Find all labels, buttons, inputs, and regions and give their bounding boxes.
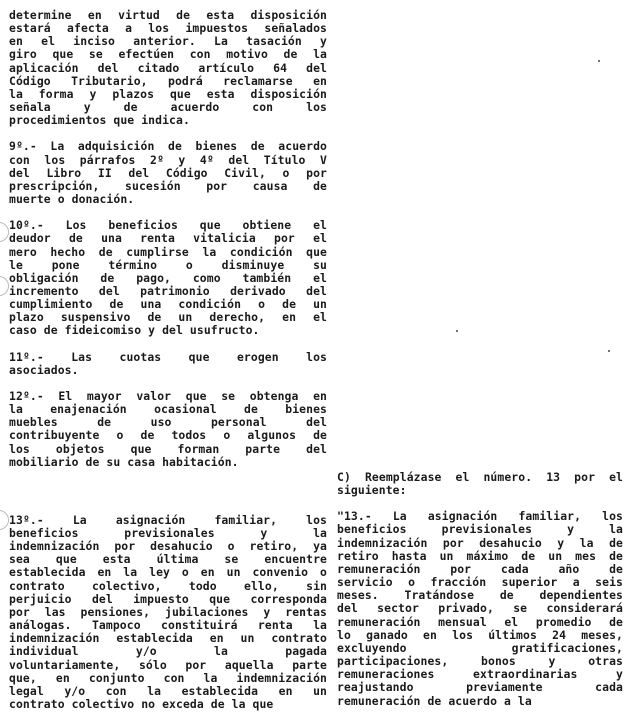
text-line: "13.- La asignación familiar, los (337, 509, 623, 524)
text-line: 11º.- Las cuotas que erogen los (9, 349, 327, 364)
text-line: sea que esta última se encuentre (9, 552, 327, 567)
text-line: plazo suspensivo de un derecho, en el (9, 310, 327, 325)
text-line: muerte o donación. (9, 192, 135, 207)
text-line: retiro hasta un máximo de un mes de (337, 548, 623, 563)
text-line: cumplimiento de una condición o de un (9, 297, 327, 312)
text-line: lo ganado en los últimos 24 meses, (337, 627, 623, 642)
text-line: remuneración por cada año de (337, 561, 623, 576)
text-line: del Libro II del Código Civil, o por (9, 165, 327, 180)
text-line: remuneración de acuerdo a la (337, 693, 532, 708)
text-line: siguiente: (337, 483, 407, 498)
text-line: señala y de acuerdo con los (9, 100, 327, 115)
text-line: 10º.- Los beneficios que obtiene el (9, 218, 327, 233)
text-line: deudor de una renta vitalicia por el (9, 231, 327, 246)
paragraph (9, 351, 327, 377)
text-line: establecida en la ley o en un convenio o (9, 565, 327, 580)
paragraph (9, 390, 327, 469)
text-line: prescripción, sucesión por causa de (9, 178, 327, 193)
text-line: mero hecho de cumplirse la condición que (9, 244, 327, 259)
text-line: obligación de pago, como también el (9, 270, 327, 285)
text-line: indemnización por desahucio o retiro, ya (9, 539, 327, 554)
text-line: 13º.- La asignación familiar, los (9, 512, 327, 527)
text-line: por las pensiones, jubilaciones y rentas (9, 604, 327, 619)
text-line: determine en virtud de esta disposición (9, 8, 327, 22)
text-line: asociados. (9, 362, 79, 377)
text-line: perjuicio del impuesto que corresponda (9, 591, 327, 606)
text-line: análogas. Tampoco constituirá renta la (9, 618, 327, 633)
paragraph (9, 140, 327, 206)
binder-hole-mark (0, 276, 9, 296)
text-line: que, en conjunto con la indemnización (9, 670, 327, 685)
text-line: aplicación del citado artículo 64 del (9, 60, 327, 75)
text-line: contrato colectivo no exceda de la que (9, 697, 274, 712)
text-line: beneficios previsionales y la (9, 526, 327, 540)
scan-speck (598, 60, 600, 62)
paragraph-gap (9, 482, 327, 514)
text-line: con los párrafos 2º y 4º del Título V (9, 152, 327, 167)
text-line: giro que se efectúen con motivo de la (9, 47, 327, 62)
text-line: remuneraciones extraordinarias y (337, 667, 623, 682)
text-line: C) Reemplázase el número. 13 por el (337, 470, 623, 484)
text-line: muebles de uso personal del (9, 415, 327, 430)
text-line: individual y/o la pagada (9, 644, 327, 659)
text-line: participaciones, bonos y otras (337, 654, 623, 669)
text-line: indemnización establecida en un contrato (9, 631, 327, 646)
text-line: contrato colectivo, todo ello, sin (9, 578, 327, 593)
text-line: voluntariamente, sólo por aquella parte (9, 657, 327, 672)
text-line: 12º.- El mayor valor que se obtenga en (9, 388, 327, 403)
text-line: indemnización por desahucio y la de (337, 535, 623, 550)
text-line: caso de fideicomiso y del usufructo. (9, 323, 260, 338)
text-line: procedimientos que indica. (9, 113, 190, 128)
scan-speck (608, 350, 610, 352)
left-column-text (9, 9, 327, 724)
text-line: servicio o fracción superior a seis (337, 575, 623, 590)
paragraph (9, 219, 327, 337)
text-line: remuneración mensual el promedio de (337, 614, 623, 629)
text-line: en el inciso anterior. La tasación y (9, 34, 327, 49)
paragraph (9, 514, 327, 711)
text-line: estará afecta a los impuestos señalados (9, 21, 327, 36)
text-line: reajustando previamente cada (337, 680, 623, 695)
text-line: mobiliario de su casa habitación. (9, 454, 239, 469)
paragraph (337, 510, 623, 707)
text-line: Código Tributario, podrá reclamarse en (9, 73, 327, 88)
text-line: contribuyente o de todos o algunos de (9, 428, 327, 443)
text-line: incremento del patrimonio derivado del (9, 283, 327, 298)
text-line: del sector privado, se considerará (337, 601, 623, 616)
text-line: meses. Tratándose de dependientes (337, 588, 623, 603)
text-line: excluyendo gratificaciones, (337, 640, 623, 655)
text-line: la forma y plazos que esta disposición (9, 86, 327, 101)
text-line: la enajenación ocasional de bienes (9, 402, 327, 417)
text-line: le pone término o disminuye su (9, 257, 327, 272)
binder-hole-mark (0, 510, 9, 530)
paragraph (9, 9, 327, 127)
binder-hole-mark (0, 222, 9, 242)
text-line: los objetos que forman parte del (9, 441, 327, 456)
paragraph (337, 471, 623, 497)
text-line: 9º.- La adquisición de bienes de acuerdo (9, 139, 327, 154)
text-line: beneficios previsionales y la (337, 522, 623, 537)
scan-speck (456, 330, 458, 332)
text-line: legal y/o con la establecida en un (9, 683, 327, 698)
right-column-text (337, 471, 623, 721)
